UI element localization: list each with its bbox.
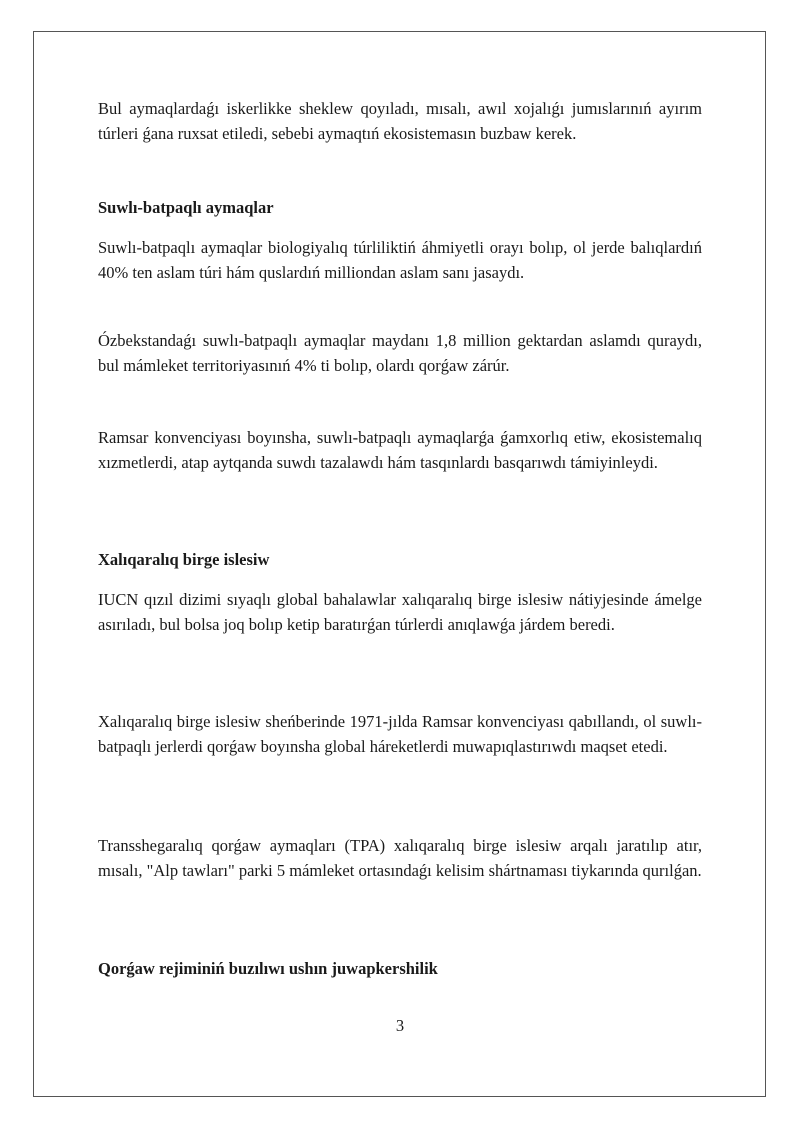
- paragraph-text: Transshegaralıq qorǵaw aymaqları (TPA) xalıqaralıq birge islesiw arqalı jaratılıp atır, mısalı, "Alp tawları" parki 5 mámleket ortasındaǵı kelisim shártnaması tiykarında qurılǵan.: [98, 836, 702, 880]
- paragraph: [98, 328, 702, 378]
- page-number: 3: [395, 1016, 405, 1035]
- paragraph-text: IUCN qızıl dizimi sıyaqlı global bahalawlar xalıqaralıq birge islesiw nátiyjesinde ámelge asırıladı, bul bolsa joq bolıp ketip baratırǵan túrlerdi anıqlawǵa járdem beredi.: [98, 590, 702, 634]
- section-heading: [98, 195, 702, 220]
- paragraph-text: Ózbekstandaǵı suwlı-batpaqlı aymaqlar maydanı 1,8 million gektardan aslamdı quraydı, bul mámleket territoriyasınıń 4% ti bolıp, olardı qorǵaw zárúr.: [98, 331, 702, 375]
- heading-juwapkershilik: Qorǵaw rejiminiń buzılıwı ushın juwapkershilik: [98, 959, 438, 978]
- paragraph: [98, 235, 702, 285]
- section-heading: [98, 956, 702, 981]
- paragraph-text: Xalıqaralıq birge islesiw sheńberinde 1971-jılda Ramsar konvenciyası qabıllandı, ol suwlı-batpaqlı jerlerdi qorǵaw boyınsha global háreketlerdi muwapıqlastırıwdı maqset etedi.: [98, 712, 702, 756]
- paragraph: [98, 96, 702, 146]
- paragraph: [98, 709, 702, 759]
- heading-suwli-batpaqli: Suwlı-batpaqlı aymaqlar: [98, 198, 274, 217]
- paragraph: [98, 425, 702, 475]
- heading-xaliqaraliq: Xalıqaralıq birge islesiw: [98, 550, 270, 569]
- paragraph: [98, 833, 702, 883]
- paragraph-text: Bul aymaqlardaǵı iskerlikke sheklew qoyıladı, mısalı, awıl xojalıǵı jumıslarınıń ayırım túrleri ǵana ruxsat etiledi, sebebi aymaqtıń ekosistemasın buzbaw kerek.: [98, 99, 702, 143]
- paragraph-text: Ramsar konvenciyası boyınsha, suwlı-batpaqlı aymaqlarǵa ǵamxorlıq etiw, ekosistemalıq xızmetlerdi, atap aytqanda suwdı tazalawdı hám tasqınlardı basqarıwdı támiyinleydi.: [98, 428, 702, 472]
- section-heading: [98, 547, 702, 572]
- paragraph: [98, 587, 702, 637]
- paragraph-text: Suwlı-batpaqlı aymaqlar biologiyalıq túrliliktiń áhmiyetli orayı bolıp, ol jerde balıqlardıń 40% ten aslam túri hám quslardıń milliondan aslam sanı jasaydı.: [98, 238, 702, 282]
